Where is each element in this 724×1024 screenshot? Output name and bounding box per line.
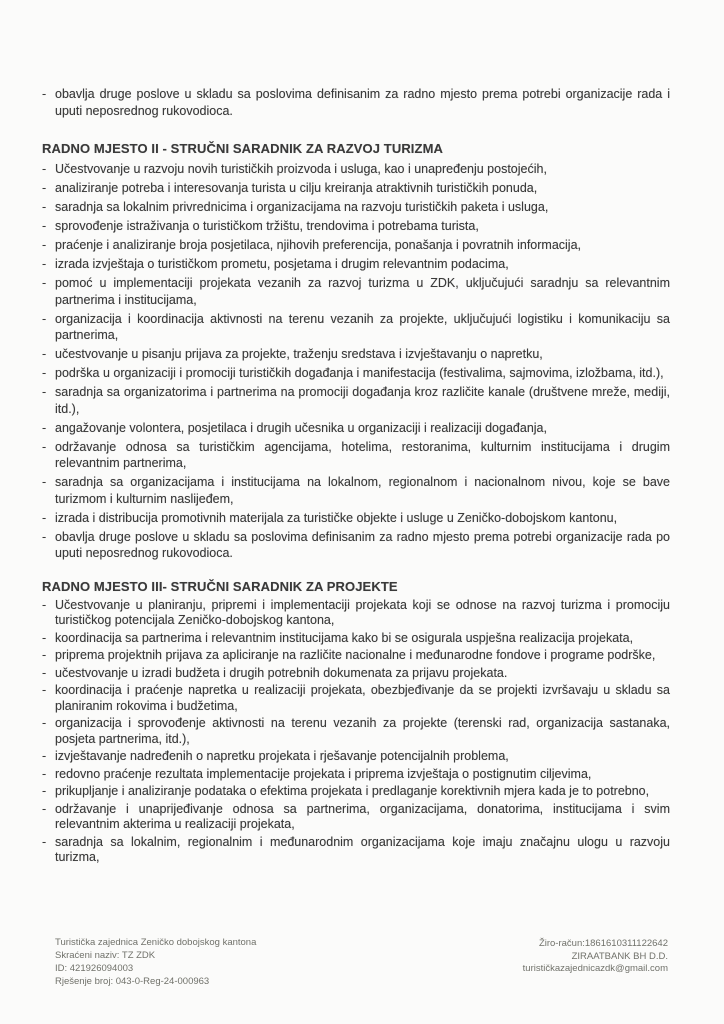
list-item: - prikupljanje i analiziranje podataka o efektima projekata i predlaganje korektivnih mjera kada je to potrebno,: [42, 784, 670, 800]
list-item: - učestvovanje u izradi budžeta i drugih potrebnih dokumenata za prijavu projekata.: [42, 666, 670, 682]
list-item: - koordinacija sa partnerima i relevantnim institucijama kako bi se osigurala uspješna realizacija projekata,: [42, 631, 670, 647]
list-item: - održavanje odnosa sa turističkim agencijama, hotelima, restoranima, kulturnim institucijama i drugim relevantnim partnerima,: [42, 439, 670, 472]
list-item: - organizacija i sprovođenje aktivnosti na terenu vezanih za projekte (terenski rad, organizacija sastanaka, posjeta partnerima, itd.),: [42, 716, 670, 747]
list-item: - sprovođenje istraživanja o turističkom tržištu, trendovima i potrebama turista,: [42, 218, 670, 235]
list-item: - Učestvovanje u razvoju novih turističkih proizvoda i usluga, kao i unapređenju postojećih,: [42, 161, 670, 178]
list-item: - analiziranje potreba i interesovanja turista u cilju kreiranja atraktivnih turističkih ponuda,: [42, 180, 670, 197]
footer-line-email: turističkazajednicazdk@gmail.com: [522, 963, 668, 974]
list-item: - obavlja druge poslove u skladu sa poslovima definisanim za radno mjesto prema potrebi organizacije rada i uputi neposrednog rukovodioca.: [42, 86, 670, 120]
list-item: - saradnja sa organizacijama i institucijama na lokalnom, regionalnom i nacionalnom nivou, koje se bave turizmom i kulturnim naslijeđem,: [42, 474, 670, 507]
list-item: - koordinacija i praćenje napretka u realizaciji projekata, obezbjeđivanje da se projekti izvršavaju u skladu sa planiranim rokovima i budžetima,: [42, 683, 670, 714]
footer-bank-info: [523, 938, 668, 976]
list-item: - praćenje i analiziranje broja posjetilaca, njihovih preferencija, ponašanja i povratnih informacija,: [42, 237, 670, 254]
section-heading: RADNO MJESTO II - STRUČNI SARADNIK ZA RAZVOJ TURIZMA: [42, 141, 443, 156]
list-item: - priprema projektnih prijava za apliciranje na različite nacionalne i međunarodne fondove i programe podrške,: [42, 648, 670, 664]
list-item: - pomoć u implementaciji projekata vezanih za razvoj turizma u ZDK, uključujući saradnju sa relevantnim partnerima i institucijama,: [42, 275, 670, 308]
footer-line-org-name: Turistička zajednica Zeničko dobojskog kantona: [55, 937, 257, 948]
footer-line-bank-account: Žiro-račun:1861610311122642: [538, 938, 668, 949]
list-item: - saradnja sa lokalnim, regionalnim i međunarodnim organizacijama koje imaju značajnu ulogu u razvoju turizma,: [42, 835, 670, 866]
list-item: - izrada izvještaja o turističkom prometu, posjetama i drugim relevantnim podacima,: [42, 256, 670, 273]
list-item: - redovno praćenje rezultata implementacije projekata i priprema izvještaja o postignutim ciljevima,: [42, 767, 670, 783]
intro-section: [42, 86, 670, 120]
list-item: - saradnja sa lokalnim privrednicima i organizacijama na razvoju turističkih paketa i usluga,: [42, 199, 670, 216]
list-item: - učestvovanje u pisanju prijava za projekte, traženju sredstava i izvještavanju o napretku,: [42, 346, 670, 363]
list-item: - izvještavanje nadređenih o napretku projekata i rješavanje potencijalnih problema,: [42, 749, 670, 765]
section-radno-mjesto-3: [42, 579, 670, 866]
footer-line-registration: Rješenje broj: 043-0-Reg-24-000963: [55, 976, 210, 987]
footer-line-bank-name: ZIRAATBANK BH D.D.: [571, 950, 668, 962]
list-item: - organizacija i koordinacija aktivnosti na terenu vezanih za projekte, uključujući logistiku i komunikaciju sa partnerima,: [42, 311, 670, 344]
footer-line-short-name: Skraćeni naziv: TZ ZDK: [55, 950, 156, 961]
list-item: - Učestvovanje u planiranju, pripremi i implementaciji projekata koji se odnose na razvoj turizma i promociju turističkog potencijala Zeničko-dobojskog kantona,: [42, 598, 670, 629]
section-radno-mjesto-2: [42, 141, 670, 562]
list-item: - angažovanje volontera, posjetilaca i drugih učesnika u organizaciji i realizaciji događanja,: [42, 420, 670, 437]
list-item: - obavlja druge poslove u skladu sa poslovima definisanim za radno mjesto prema potrebi organizacije rada po uputi neposrednog rukovodioca.: [42, 529, 670, 562]
list-item: - izrada i distribucija promotivnih materijala za turističke objekte i usluge u Zeničko-dobojskom kantonu,: [42, 510, 670, 527]
list-item: - saradnja sa organizatorima i partnerima na promociji događanja kroz različite kanale (društvene mreže, mediji, itd.),: [42, 384, 670, 417]
footer-line-id: ID: 421926094003: [55, 963, 134, 974]
document-page: [42, 86, 670, 868]
footer-organization-info: [55, 936, 256, 988]
list-item: - održavanje i unaprijeđivanje odnosa sa partnerima, organizacijama, donatorima, institucijama i svim relevantnim akterima u realizaciji projekata,: [42, 802, 670, 833]
section-heading: RADNO MJESTO III- STRUČNI SARADNIK ZA PROJEKTE: [42, 578, 398, 594]
list-item: - podrška u organizaciji i promociji turističkih događanja i manifestacija (festivalima, sajmovima, izložbama, itd.),: [42, 365, 670, 382]
